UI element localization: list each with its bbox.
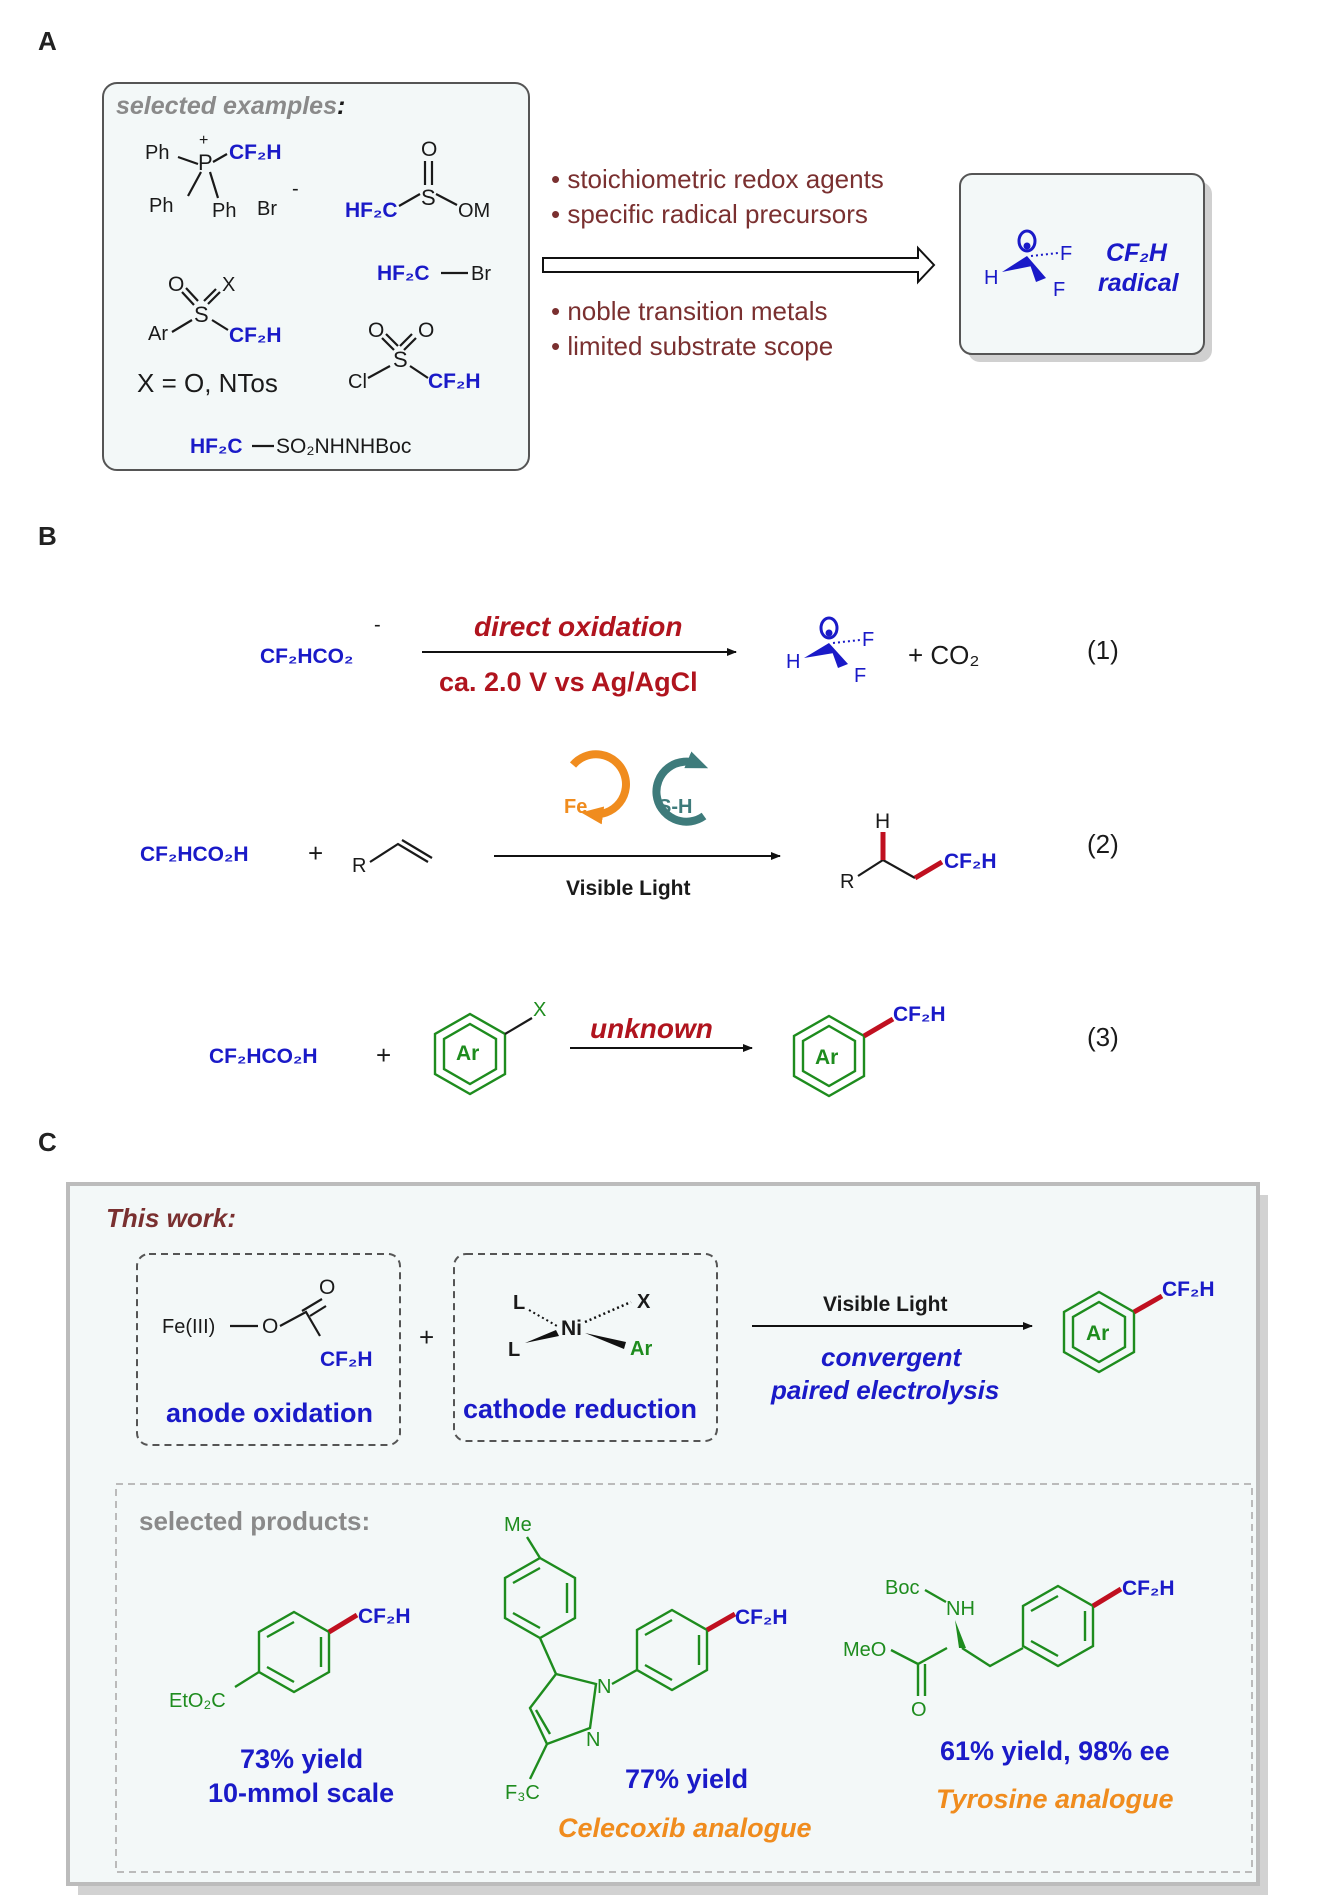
eq2-reactant: CF₂HCO₂H: [140, 843, 249, 866]
eq2-plus: +: [308, 838, 324, 868]
hf2c-label: HF₂C: [190, 435, 243, 458]
p1-scale: 10-mmol scale: [208, 1778, 395, 1808]
plus-sign: +: [419, 1322, 435, 1352]
p3-nh: NH: [946, 1598, 975, 1620]
equation-1: [260, 611, 1119, 697]
s-label: S: [421, 185, 436, 210]
o-label: O: [421, 138, 438, 161]
p3-yield: 61% yield, 98% ee: [940, 1736, 1170, 1766]
ph-label: Ph: [149, 195, 174, 217]
eq2-condition-below: Visible Light: [566, 877, 691, 900]
eq2-fe-label: Fe: [564, 796, 588, 818]
eq1-h: H: [786, 651, 801, 673]
bullet-noble-metals: • noble transition metals: [551, 296, 828, 326]
section-label-b: B: [38, 521, 57, 551]
x-definition: X = O, NTos: [137, 368, 278, 398]
p2-yield: 77% yield: [625, 1764, 749, 1794]
p1-ester: EtO₂C: [169, 1690, 226, 1712]
o-label: O: [262, 1315, 279, 1338]
p2-methyl: Me: [504, 1514, 532, 1536]
open-reaction-arrow: [543, 248, 934, 282]
this-work-title: This work:: [106, 1203, 237, 1233]
cf2h-label: CF₂H: [229, 324, 282, 347]
section-label-a: A: [38, 26, 57, 56]
x-label: X: [222, 274, 236, 296]
hf2c-label: HF₂C: [345, 199, 398, 222]
eq2-h: H: [875, 810, 891, 833]
plus-charge: +: [199, 132, 209, 149]
eq2-product-cf2h: CF₂H: [944, 850, 997, 873]
selected-products-heading: selected products:: [139, 1506, 371, 1536]
eq3-plus: +: [376, 1040, 392, 1070]
p3-meo: MeO: [843, 1639, 887, 1661]
eq3-x: X: [533, 999, 547, 1021]
p3-cf2h: CF₂H: [1122, 1577, 1175, 1600]
eq2-r: R: [352, 855, 367, 877]
fe-label: Fe(III): [162, 1316, 216, 1338]
p1-cf2h: CF₂H: [358, 1605, 411, 1628]
p3-boc: Boc: [885, 1577, 920, 1599]
ph-label: Ph: [212, 200, 237, 222]
s-label: S: [194, 302, 209, 327]
condition-visible-light: Visible Light: [823, 1293, 948, 1316]
ar-label: Ar: [148, 323, 168, 345]
minus-charge: -: [292, 178, 299, 200]
eq3-product-ar: Ar: [815, 1046, 839, 1069]
equation-3: [209, 999, 1119, 1096]
condition-paired-electrolysis: paired electrolysis: [771, 1375, 1000, 1405]
x-label: X: [637, 1291, 651, 1313]
eq3-number: (3): [1087, 1022, 1119, 1052]
eq1-co2: + CO₂: [908, 640, 980, 670]
ni-label: Ni: [561, 1317, 582, 1340]
ph-label: Ph: [145, 142, 170, 164]
o-label: O: [418, 319, 435, 342]
eq3-product-cf2h: CF₂H: [893, 1003, 946, 1026]
p3-name: Tyrosine analogue: [936, 1784, 1174, 1814]
eq1-f: F: [862, 629, 875, 651]
so2nhnhboc-label: SO₂NHNHBoc: [276, 435, 412, 458]
radical-label-word: radical: [1098, 269, 1179, 297]
p2-cf2h: CF₂H: [735, 1606, 788, 1629]
eq1-charge: -: [374, 614, 381, 636]
eq3-ar: Ar: [456, 1042, 480, 1065]
o-label: O: [319, 1276, 336, 1299]
radical-h: H: [984, 267, 999, 289]
ar-label: Ar: [630, 1338, 653, 1360]
eq3-condition-above: unknown: [590, 1013, 713, 1044]
eq1-number: (1): [1087, 635, 1119, 665]
radical-f: F: [1053, 279, 1066, 301]
selected-examples-heading: selected examples:: [116, 92, 346, 120]
p3-o: O: [911, 1699, 927, 1721]
ligand-l: L: [513, 1292, 526, 1314]
cf2h-label: CF₂H: [320, 1348, 373, 1371]
eq3-reactant: CF₂HCO₂H: [209, 1045, 318, 1068]
product-cf2h: CF₂H: [1162, 1278, 1215, 1301]
cf2h-label: CF₂H: [229, 141, 282, 164]
eq2-sh-label: S-H: [658, 796, 693, 818]
p-atom: P: [198, 150, 213, 175]
eq1-condition-above: direct oxidation: [474, 611, 683, 642]
eq1-condition-below: ca. 2.0 V vs Ag/AgCl: [439, 667, 698, 697]
s-label: S: [393, 347, 408, 372]
cathode-label: cathode reduction: [463, 1394, 698, 1424]
p1-yield: 73% yield: [240, 1744, 364, 1774]
bullet-radical-precursors: • specific radical precursors: [551, 199, 868, 229]
cl-label: Cl: [348, 371, 367, 393]
hf2c-label: HF₂C: [377, 262, 430, 285]
sulfonylhydrazide-structure: [190, 435, 411, 458]
radical-f: F: [1060, 243, 1073, 265]
p2-n: N: [597, 1676, 612, 1698]
o-label: O: [368, 319, 385, 342]
eq2-r: R: [840, 871, 855, 893]
o-label: O: [168, 273, 185, 296]
bromide-label: Br: [257, 198, 277, 220]
product-ar: Ar: [1086, 1322, 1110, 1345]
om-label: OM: [458, 200, 491, 222]
eq1-f: F: [854, 665, 867, 687]
cf2h-label: CF₂H: [428, 370, 481, 393]
condition-convergent: convergent: [821, 1342, 962, 1372]
eq2-number: (2): [1087, 829, 1119, 859]
eq1-reactant: CF₂HCO₂: [260, 645, 354, 668]
anode-label: anode oxidation: [166, 1398, 374, 1428]
p2-cf3: F₃C: [505, 1782, 540, 1804]
ligand-l: L: [508, 1339, 521, 1361]
br-label: Br: [471, 263, 491, 285]
cf2h-radical-box: [960, 174, 1204, 354]
bullet-redox-agents: • stoichiometric redox agents: [551, 164, 884, 194]
equation-2: [140, 754, 1119, 900]
p2-n: N: [586, 1729, 601, 1751]
section-label-c: C: [38, 1127, 57, 1157]
bullet-limited-scope: • limited substrate scope: [551, 331, 834, 361]
radical-label-cf2h: CF₂H: [1106, 239, 1167, 267]
p2-name: Celecoxib analogue: [558, 1813, 812, 1843]
